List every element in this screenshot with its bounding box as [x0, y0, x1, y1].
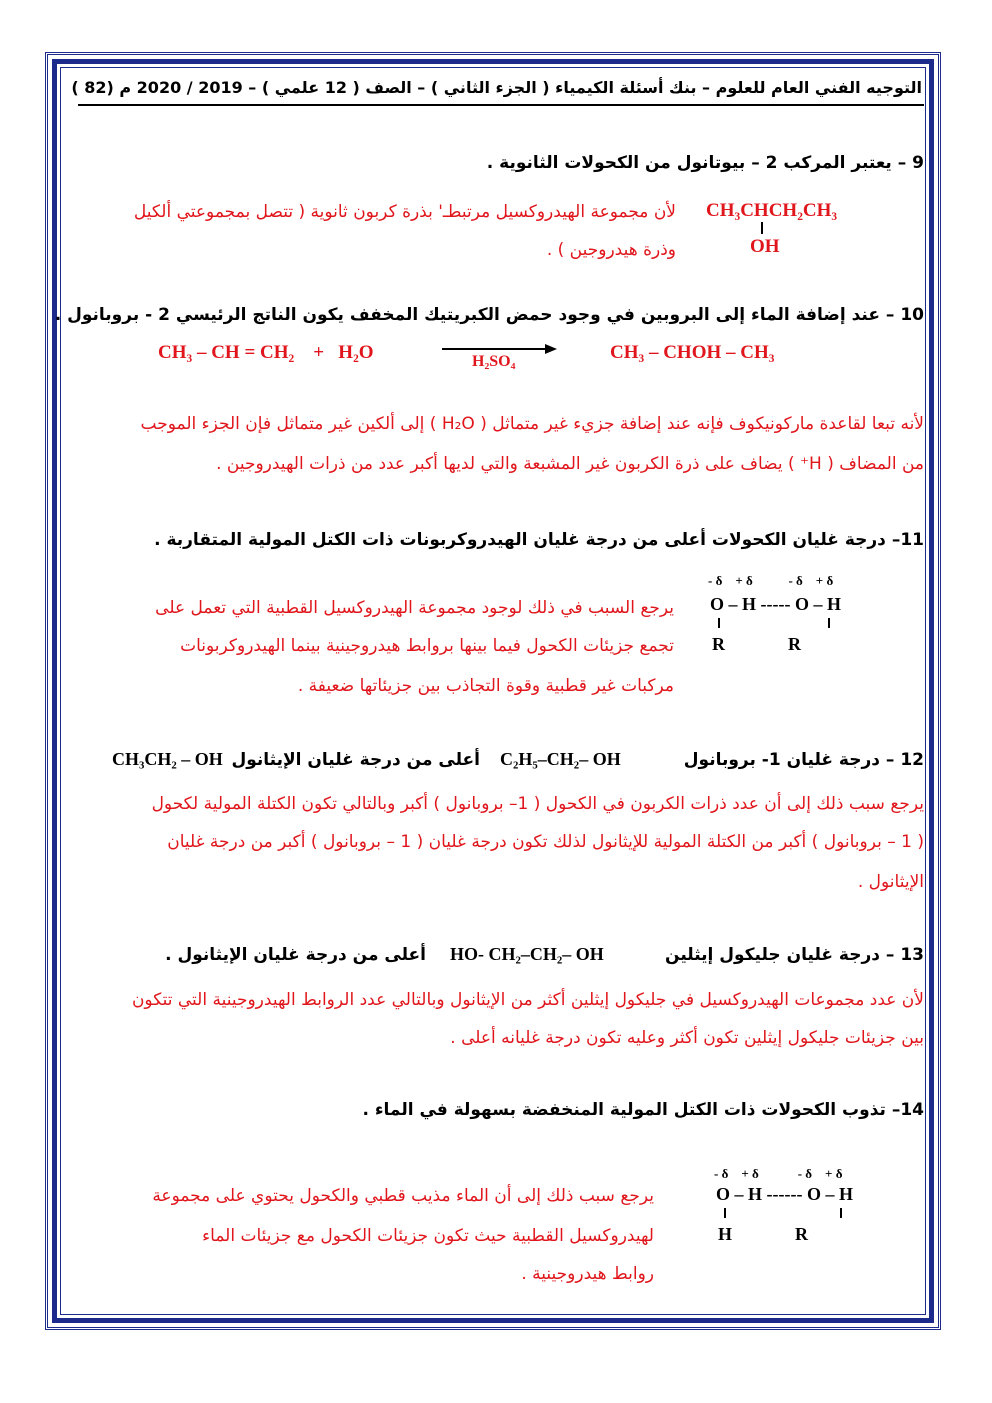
q13-answer-line1: لأن عدد مجموعات الهيدروكسيل في جليكول إيثلين أكثر من الإيثانول وبالتالي عدد الروابط الهيدروجينية التي تتكون: [131, 990, 924, 1010]
q11-title: 11– درجة غليان الكحولات أعلى من درجة غليان الهيدروكربونات ذات الكتل المولية المتقاربة .: [154, 530, 924, 550]
q9-title: 9 – يعتبر المركب 2 – بيوتانول من الكحولات الثانوية .: [486, 153, 924, 173]
q9-bond: [761, 222, 763, 234]
q13-answer-line2: بين جزيئات جليكول إيثلين تكون أكثر وعليه تكون درجة غليانه أعلى .: [450, 1028, 924, 1048]
q9-answer-line2: وذرة هيدروجين ) .: [546, 240, 676, 260]
q9-answer-line1: لأن مجموعة الهيدروكسيل مرتبطـ' بذرة كربون ثانوية ( تتصل بمجموعتي ألكيل: [133, 202, 676, 222]
q14-title: 14– تذوب الكحولات ذات الكتل المولية المنخفضة بسهولة في الماء .: [362, 1100, 924, 1120]
q14-answer-line3: روابط هيدروجينية .: [521, 1264, 654, 1284]
q10-answer-line2: من المضاف ( H⁺ ) يضاف على ذرة الكربون غير المشبعة والتي لديها أكبر عدد من ذرات الهيدروجين .: [216, 454, 924, 474]
q10-catalyst: H₂SO₄: [472, 353, 516, 370]
q10-product: CH₃ – CHOH – CH₃: [610, 342, 775, 363]
q14-answer-line1: يرجع سبب ذلك إلى أن الماء مذيب قطبي والكحول يحتوي على مجموعة: [152, 1186, 654, 1206]
q11-charges: - δ + δ - δ + δ: [708, 573, 834, 588]
q14-hbond-diagram: O – H ------ O – H: [716, 1184, 853, 1204]
q13-title-part2: أعلى من درجة غليان الإيثانول .: [165, 945, 426, 965]
q11-answer-line1: يرجع السبب في ذلك لوجود مجموعة الهيدروكسيل القطبية التي تعمل على: [155, 598, 674, 618]
q14-bottom-atoms: H R: [718, 1224, 808, 1244]
q14-answer-line2: لهيدروكسيل القطبية حيث تكون جزيئات الكحول مع جزيئات الماء: [202, 1226, 654, 1246]
page-header: التوجيه الفني العام للعلوم – بنك أسئلة الكيمياء ( الجزء الثاني ) – الصف ( 12 علمي ) – 2019 / 2020 م (82 ): [71, 78, 922, 97]
q10-arrow-head: [545, 344, 557, 354]
q11-bond-left: [718, 618, 720, 628]
q14-bond-left: [724, 1208, 726, 1218]
q13-title-part1: 13 – درجة غليان جليكول إيثلين: [665, 945, 924, 965]
q10-title: 10 – عند إضافة الماء إلى البروبين في وجود حمض الكبريتيك المخفف يكون الناتج الرئيسي 2 - بروبانول .: [54, 305, 924, 325]
q11-answer-line2: تجمع جزيئات الكحول فيما بينها بروابط هيدروجينية بينما الهيدروكربونات: [180, 636, 674, 656]
q9-oh: OH: [750, 236, 780, 257]
q11-answer-line3: مركبات غير قطبية وقوة التجاذب بين جزيئاتها ضعيفة .: [297, 676, 674, 696]
q10-reactants: CH₃ – CH = CH₂ + H₂O: [158, 342, 374, 363]
q11-bond-right: [828, 618, 830, 628]
q12-title-part2: أعلى من درجة غليان الإيثانول: [231, 750, 480, 770]
q13-title-formula: HO- CH₂–CH₂– OH: [450, 944, 604, 964]
header-underline: [78, 104, 924, 106]
q12-answer-line2: ( 1 – بروبانول ) أكبر من الكتلة المولية للإيثانول لذلك تكون درجة غليان ( 1 – بروبانول ) أكبر من درجة غليان: [167, 832, 924, 852]
q12-title-formula2: CH₃CH₂ – OH: [112, 749, 223, 769]
q12-title-formula1: C₂H₅–CH₂– OH: [500, 749, 621, 769]
q12-title-part1: 12 – درجة غليان 1- بروبانول: [683, 750, 924, 770]
q12-answer-line1: يرجع سبب ذلك إلى أن عدد ذرات الكربون في الكحول ( 1– بروبانول ) أكبر وبالتالي تكون الكتلة المولية لكحول: [151, 794, 924, 814]
q12-answer-line3: الإيثانول .: [857, 872, 924, 892]
q14-charges: - δ + δ - δ + δ: [714, 1166, 843, 1181]
q10-arrow: [442, 348, 547, 350]
q9-formula: CH₃CHCH₂CH₃: [706, 200, 838, 221]
q10-answer-line1: لأنه تبعا لقاعدة ماركونيكوف فإنه عند إضافة جزيء غير متماثل ( H₂O ) إلى ألكين غير متماثل فإن الجزء الموجب: [140, 414, 924, 434]
q11-hbond-diagram: O – H ----- O – H: [710, 594, 841, 614]
q11-r-groups: R R: [712, 634, 801, 654]
q14-bond-right: [840, 1208, 842, 1218]
